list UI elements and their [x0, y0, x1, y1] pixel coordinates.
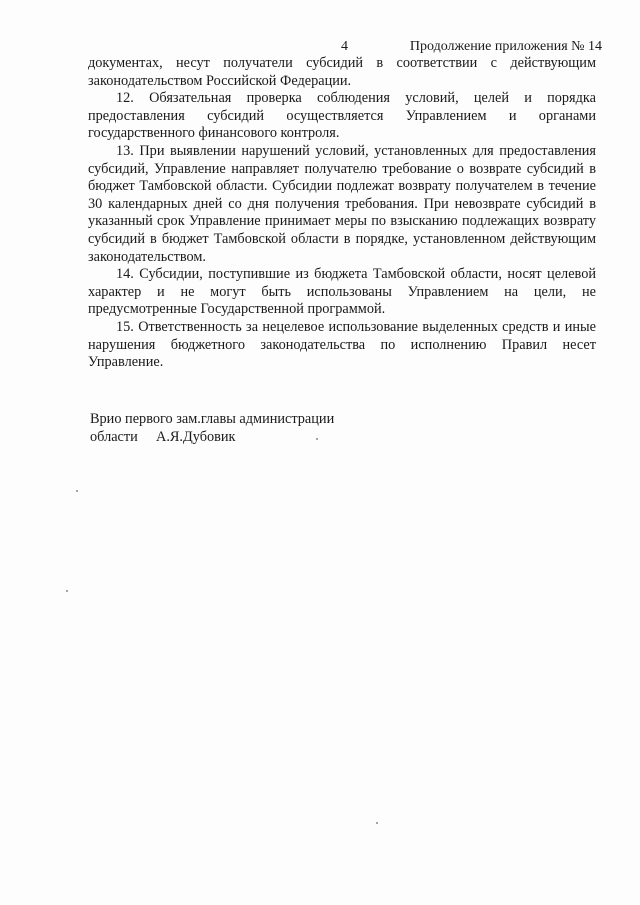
scan-speck — [376, 822, 378, 824]
signatory-name: А.Я.Дубовик — [156, 429, 236, 445]
paragraph-14: 14. Субсидии, поступившие из бюджета Тамбовской области, носят целевой характер и не могут быть использованы Управлением на цели, не предусмотренные Государственной программой. — [88, 266, 596, 318]
signature-line — [90, 428, 334, 446]
signature-block — [90, 410, 334, 446]
signatory-region: области — [90, 429, 138, 445]
paragraph-15: 15. Ответственность за нецелевое использование выделенных средств и иные нарушения бюджетного законодательства по исполнению Правил несет Управление. — [88, 318, 596, 371]
scan-speck — [316, 438, 318, 440]
scan-speck — [66, 590, 68, 592]
appendix-continuation-label: Продолжение приложения № 14 — [409, 39, 602, 54]
page-number: 4 — [341, 39, 348, 54]
paragraph-12: 12. Обязательная проверка соблюдения условий, целей и порядка предоставления субсидий осуществляется Управлением и органами государственного финансового контроля. — [88, 90, 596, 142]
scan-speck — [76, 490, 78, 492]
paragraph-continued: документах, несут получатели субсидий в соответствии с действующим законодательством Российской Федерации. — [88, 55, 596, 89]
document-body — [88, 55, 596, 372]
page-header — [0, 38, 640, 56]
signatory-position: Врио первого зам.главы администрации — [90, 411, 335, 427]
paragraph-13: 13. При выявлении нарушений условий, установленных для предоставления субсидий, Управление направляет получателю требование о возврате субсидий в бюджет Тамбовской области. Субсидии подлежат возврату получателем в течение 30 календарных дней со дня получения требования. При невозврате субсидий в указанный срок Управление принимает меры по взысканию подлежащих возврату субсидий в бюджет Тамбовской области в порядке, установленном действующим законодательством. — [88, 142, 596, 265]
